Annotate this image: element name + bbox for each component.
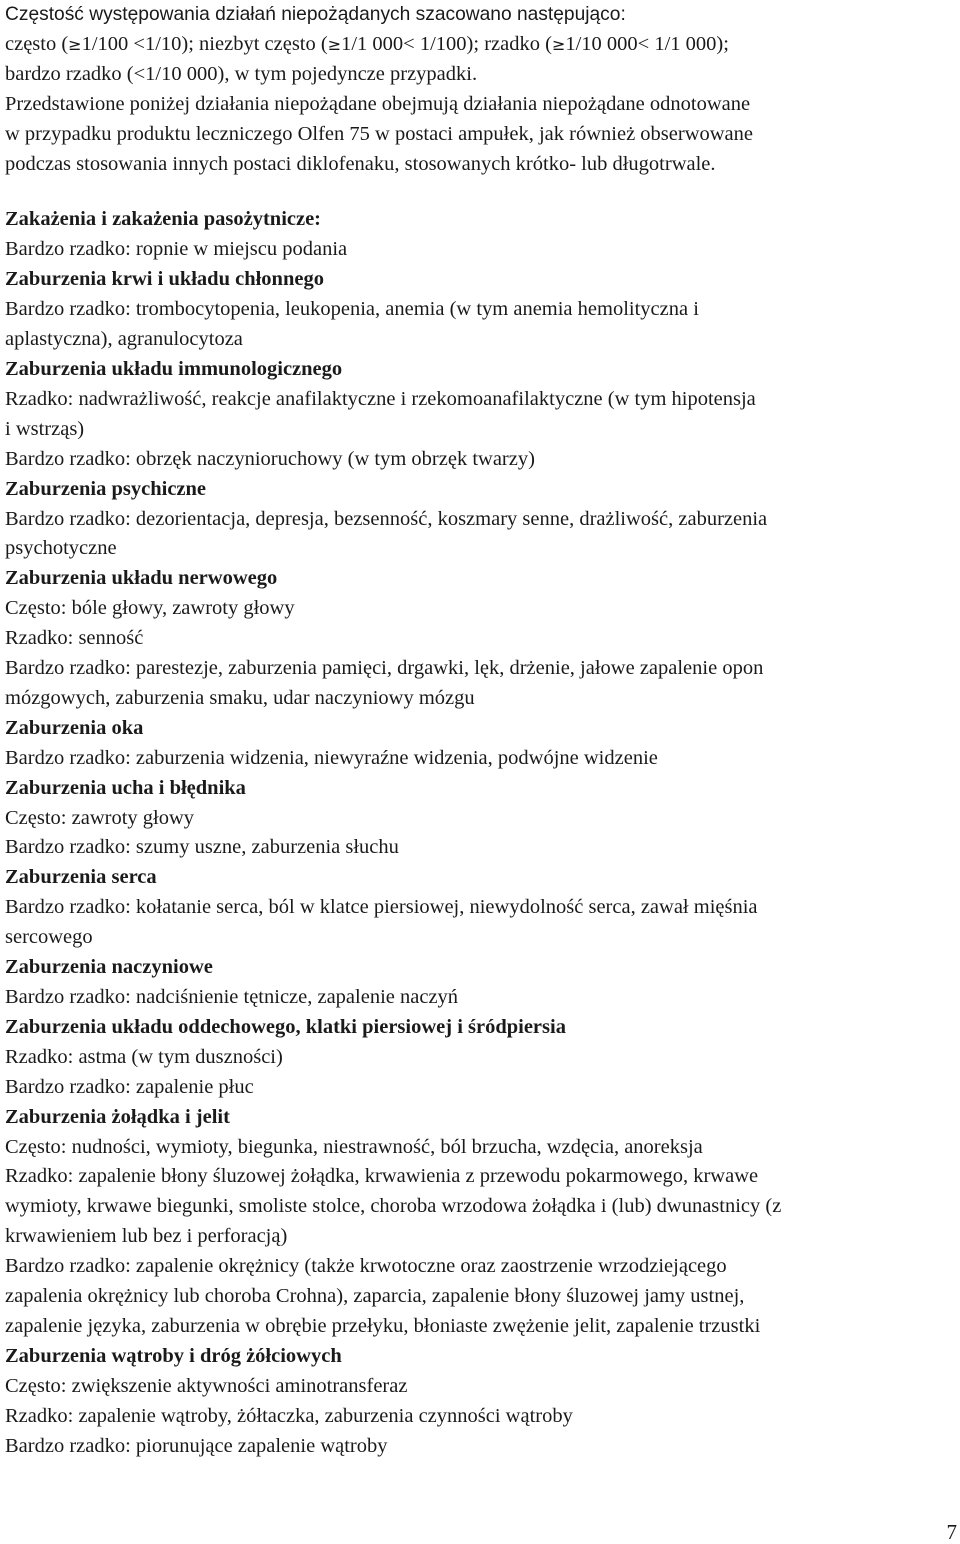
section-heading: Zaburzenia naczyniowe (5, 956, 213, 979)
section-line: sercowego (5, 926, 93, 949)
section-line: i wstrząs) (5, 417, 85, 440)
section (5, 1342, 955, 1462)
section-line: Często: zawroty głowy (5, 806, 195, 829)
section (5, 205, 955, 265)
section (5, 774, 955, 864)
section-line: psychotyczne (5, 537, 117, 560)
greater-equal-symbol: ≥ (68, 34, 82, 54)
section-heading: Zakażenia i zakażenia pasożytnicze: (5, 208, 322, 231)
intro-line: Przedstawione poniżej działania niepożądane obejmują działania niepożądane odnotowane (5, 92, 751, 115)
frequency-definitions (5, 30, 955, 60)
section-heading: Zaburzenia oka (5, 716, 144, 739)
text-fragment: 1/100 <1/10); niezbyt często ( (81, 32, 328, 55)
section (5, 714, 955, 774)
section-line: Bardzo rzadko: trombocytopenia, leukopenia, anemia (w tym anemia hemolityczna i (5, 298, 699, 321)
section-heading: Zaburzenia żołądka i jelit (5, 1105, 230, 1128)
section-line: Rzadko: senność (5, 627, 144, 650)
document-page (5, 0, 955, 1462)
text-fragment: 1/1 000< 1/100); rzadko ( (341, 32, 552, 55)
greater-equal-symbol: ≥ (551, 34, 566, 54)
section (5, 953, 955, 1013)
section (5, 265, 955, 355)
section (5, 564, 955, 714)
section-line: wymioty, krwawe biegunki, smoliste stolce, choroba wrzodowa żołądka i (lub) dwunastnicy (z (5, 1195, 782, 1218)
section-line: Rzadko: astma (w tym duszności) (5, 1045, 283, 1068)
intro-paragraph (5, 0, 955, 179)
section-line: Bardzo rzadko: zapalenie okrężnicy (także krwotoczne oraz zaostrzenie wrzodziejącego (5, 1255, 727, 1278)
section-line: Bardzo rzadko: ropnie w miejscu podania (5, 238, 348, 261)
section-line: zapalenia okrężnicy lub choroba Crohna), zaparcia, zapalenie błony śluzowej jamy ustnej, (5, 1285, 745, 1308)
section-line: Rzadko: nadwrażliwość, reakcje anafilaktyczne i rzekomoanafilaktyczne (w tym hipotensja (5, 387, 756, 410)
section-line: Bardzo rzadko: piorunujące zapalenie wątroby (5, 1434, 388, 1457)
section-line: Bardzo rzadko: obrzęk naczynioruchowy (w tym obrzęk twarzy) (5, 447, 535, 470)
section-line: Często: zwiększenie aktywności aminotransferaz (5, 1374, 408, 1397)
section-line: Często: bóle głowy, zawroty głowy (5, 597, 295, 620)
section-heading: Zaburzenia układu nerwowego (5, 567, 278, 590)
section-line: Bardzo rzadko: kołatanie serca, ból w klatce piersiowej, niewydolność serca, zawał mięśnia (5, 896, 758, 919)
section-line: Często: nudności, wymioty, biegunka, niestrawność, ból brzucha, wzdęcia, anoreksja (5, 1135, 703, 1158)
section-line: Rzadko: zapalenie błony śluzowej żołądka, krwawienia z przewodu pokarmowego, krwawe (5, 1165, 759, 1188)
section-heading: Zaburzenia krwi i układu chłonnego (5, 268, 324, 291)
page-number: 7 (946, 1520, 957, 1544)
section-heading: Zaburzenia psychiczne (5, 477, 207, 500)
section (5, 355, 955, 475)
intro-line: podczas stosowania innych postaci diklofenaku, stosowanych krótko- lub długotrwale. (5, 152, 716, 175)
intro-line: Częstość występowania działań niepożądanych szacowano następująco: (5, 4, 626, 25)
section (5, 1013, 955, 1103)
text-fragment: często ( (5, 32, 69, 55)
section-line: krwawieniem lub bez i perforacją) (5, 1225, 288, 1248)
section-line: zapalenie języka, zaburzenia w obrębie przełyku, błoniaste zwężenie jelit, zapalenie trzustki (5, 1314, 761, 1337)
section-heading: Zaburzenia ucha i błędnika (5, 776, 246, 799)
section-heading: Zaburzenia układu oddechowego, klatki piersiowej i śródpiersia (5, 1015, 566, 1038)
section (5, 475, 955, 565)
intro-line: w przypadku produktu leczniczego Olfen 75 w postaci ampułek, jak również obserwowane (5, 122, 753, 145)
adverse-effects-list (5, 205, 955, 1461)
section-line: Bardzo rzadko: zaburzenia widzenia, niewyraźne widzenia, podwójne widzenie (5, 746, 658, 769)
section-line: aplastyczna), agranulocytoza (5, 328, 243, 351)
text-fragment: 1/10 000< 1/1 000); (565, 32, 729, 55)
section-line: Bardzo rzadko: parestezje, zaburzenia pamięci, drgawki, lęk, drżenie, jałowe zapalenie opon (5, 657, 764, 680)
section-line: mózgowych, zaburzenia smaku, udar naczyniowy mózgu (5, 686, 475, 709)
section (5, 863, 955, 953)
greater-equal-symbol: ≥ (327, 34, 342, 54)
section-line: Bardzo rzadko: zapalenie płuc (5, 1075, 254, 1098)
section-line: Bardzo rzadko: nadciśnienie tętnicze, zapalenie naczyń (5, 986, 459, 1008)
section (5, 1103, 955, 1342)
intro-line: bardzo rzadko (<1/10 000), w tym pojedyncze przypadki. (5, 62, 478, 85)
section-line: Bardzo rzadko: dezorientacja, depresja, bezsenność, koszmary senne, drażliwość, zaburzenia (5, 507, 768, 530)
section-heading: Zaburzenia wątroby i dróg żółciowych (5, 1344, 342, 1367)
section-line: Bardzo rzadko: szumy uszne, zaburzenia słuchu (5, 836, 399, 859)
section-heading: Zaburzenia układu immunologicznego (5, 357, 343, 380)
section-line: Rzadko: zapalenie wątroby, żółtaczka, zaburzenia czynności wątroby (5, 1404, 573, 1427)
section-heading: Zaburzenia serca (5, 866, 157, 889)
paragraph-spacer (5, 179, 955, 205)
